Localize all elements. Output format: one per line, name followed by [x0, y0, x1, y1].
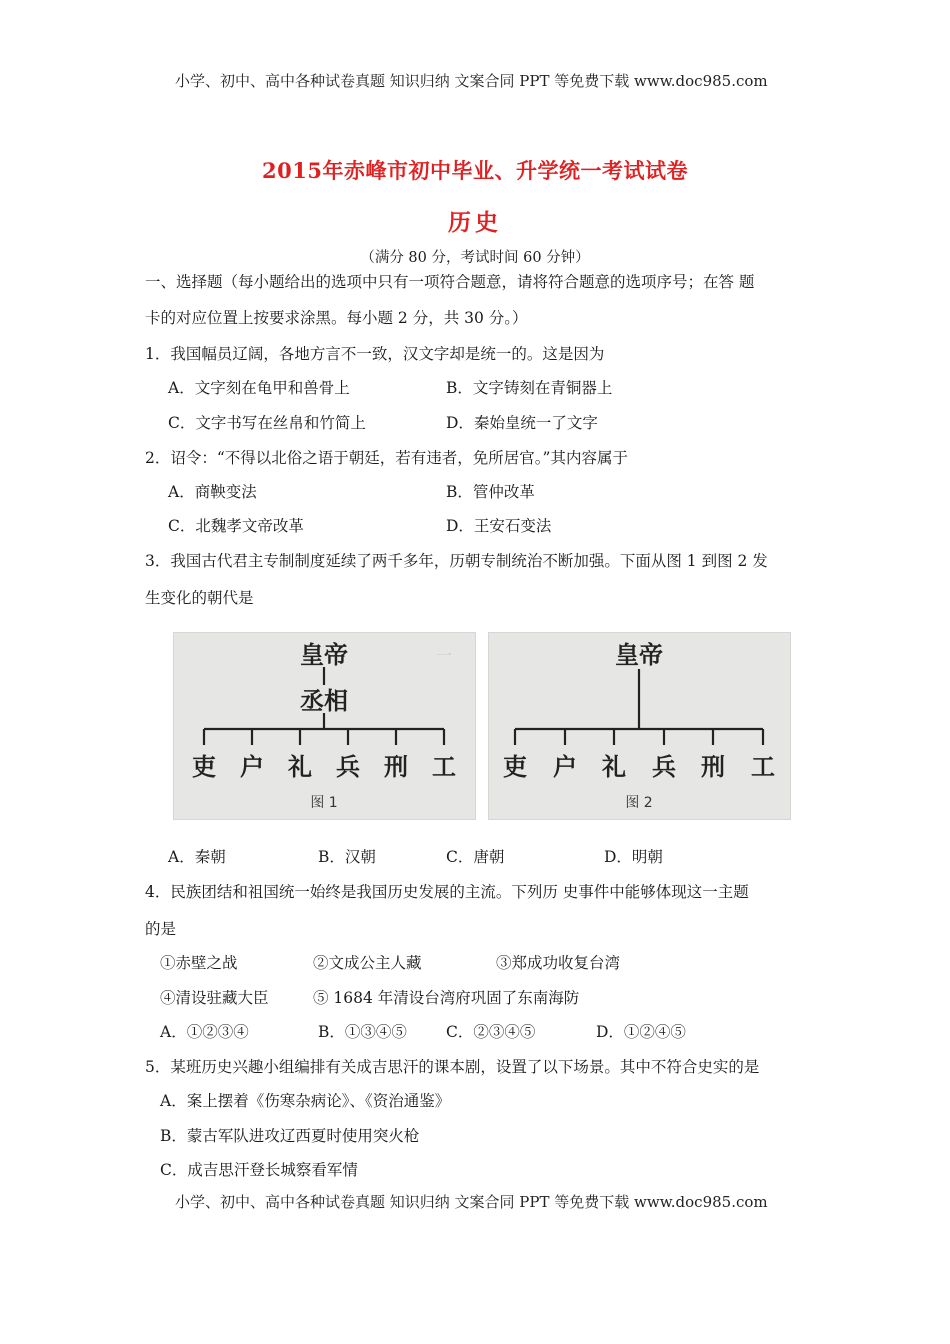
- q4-item-5: ⑤ 1684 年清设台湾府巩固了东南海防: [313, 989, 580, 1007]
- q3-stem-line2: 生变化的朝代是: [145, 589, 254, 607]
- figure2-ministry-revenue: 户: [553, 752, 577, 781]
- q3-option-d: D．明朝: [604, 848, 663, 866]
- figure2-ministry-personnel: 吏: [503, 752, 527, 781]
- q4-option-c: C．②③④⑤: [446, 1023, 536, 1041]
- exam-title: 2015年赤峰市初中毕业、升学统一考试试卷: [262, 158, 688, 183]
- q2-option-a: A．商鞅变法: [168, 483, 257, 501]
- q2-option-d: D．王安石变法: [446, 517, 552, 535]
- q5-stem: 5．某班历史兴趣小组编排有关成吉思汗的课本剧，设置了以下场景。其中不符合史实的是: [145, 1058, 760, 1076]
- q3-option-a: A．秦朝: [168, 848, 226, 866]
- figure2-ministry-rites: 礼: [602, 752, 626, 781]
- figure2-emperor: 皇帝: [615, 640, 663, 669]
- q5-option-b: B．蒙古军队进攻辽西夏时使用突火枪: [160, 1127, 420, 1145]
- q4-item-2: ②文成公主人藏: [313, 954, 422, 972]
- q4-option-b: B．①③④⑤: [318, 1023, 407, 1041]
- q4-stem-line1: 4．民族团结和祖国统一始终是我国历史发展的主流。下列历 史事件中能够体现这一主题: [145, 883, 749, 901]
- q3-stem-line1: 3．我国古代君主专制制度延续了两千多年，历朝专制统治不断加强。下面从图 1 到图 2 发: [145, 552, 768, 570]
- figure2-ministry-works: 工: [751, 752, 775, 781]
- figure-1-org-chart: [173, 632, 476, 820]
- q5-option-a: A．案上摆着《伤寒杂病论》、《资治通鉴》: [160, 1092, 451, 1110]
- figure1-ministry-revenue: 户: [240, 752, 264, 781]
- footer-banner: 小学、初中、高中各种试卷真题 知识归纳 文案合同 PPT 等免费下载 www.doc985.com: [175, 1193, 768, 1211]
- figure1-ministry-personnel: 吏: [192, 752, 216, 781]
- q4-item-4: ④清设驻藏大臣: [160, 989, 269, 1007]
- q1-option-b: B．文字铸刻在青铜器上: [446, 379, 613, 397]
- q3-option-b: B．汉朝: [318, 848, 376, 866]
- figure1-emperor: 皇帝: [300, 640, 348, 669]
- q3-option-c: C．唐朝: [446, 848, 505, 866]
- q1-option-d: D．秦始皇统一了文字: [446, 414, 598, 432]
- figure1-chancellor: 丞相: [300, 686, 348, 715]
- section1-line1: 一、选择题（每小题给出的选项中只有一项符合题意，请将符合题意的选项序号；在答 题: [145, 273, 755, 291]
- q2-option-c: C．北魏孝文帝改革: [168, 517, 304, 535]
- q1-option-c: C．文字书写在丝帛和竹简上: [168, 414, 366, 432]
- figure1-ministry-works: 工: [432, 752, 456, 781]
- figure1-ministry-justice: 刑: [384, 752, 408, 781]
- figure-2-org-chart: [488, 632, 791, 820]
- q4-option-a: A．①②③④: [160, 1023, 249, 1041]
- q2-option-b: B．管仲改革: [446, 483, 535, 501]
- figure1-caption: 图 1: [310, 795, 338, 811]
- subject-title: 历史: [448, 209, 502, 236]
- figure1-ministry-rites: 礼: [288, 752, 312, 781]
- q1-option-a: A．文字刻在龟甲和兽骨上: [168, 379, 350, 397]
- q5-option-c: C．成吉思汗登长城察看军情: [160, 1161, 358, 1179]
- q4-stem-line2: 的是: [145, 920, 177, 938]
- figure1-background-text: 一: [436, 646, 453, 665]
- q4-option-d: D．①②④⑤: [596, 1023, 686, 1041]
- figure2-caption: 图 2: [625, 795, 653, 811]
- figure2-ministry-justice: 刑: [701, 752, 725, 781]
- q4-item-3: ③郑成功收复台湾: [496, 954, 621, 972]
- exam-info: （满分 80 分，考试时间 60 分钟）: [360, 250, 590, 266]
- figure2-ministry-war: 兵: [652, 752, 676, 781]
- q2-stem: 2．诏令：“不得以北俗之语于朝廷，若有违者，免所居官。”其内容属于: [145, 449, 628, 467]
- q1-stem: 1．我国幅员辽阔，各地方言不一致，汉文字却是统一的。这是因为: [145, 345, 605, 363]
- section1-line2: 卡的对应位置上按要求涂黑。每小题 2 分，共 30 分。）: [145, 309, 528, 327]
- q4-item-1: ①赤壁之战: [160, 954, 238, 972]
- header-banner: 小学、初中、高中各种试卷真题 知识归纳 文案合同 PPT 等免费下载 www.doc985.com: [175, 72, 768, 90]
- figure1-ministry-war: 兵: [336, 752, 360, 781]
